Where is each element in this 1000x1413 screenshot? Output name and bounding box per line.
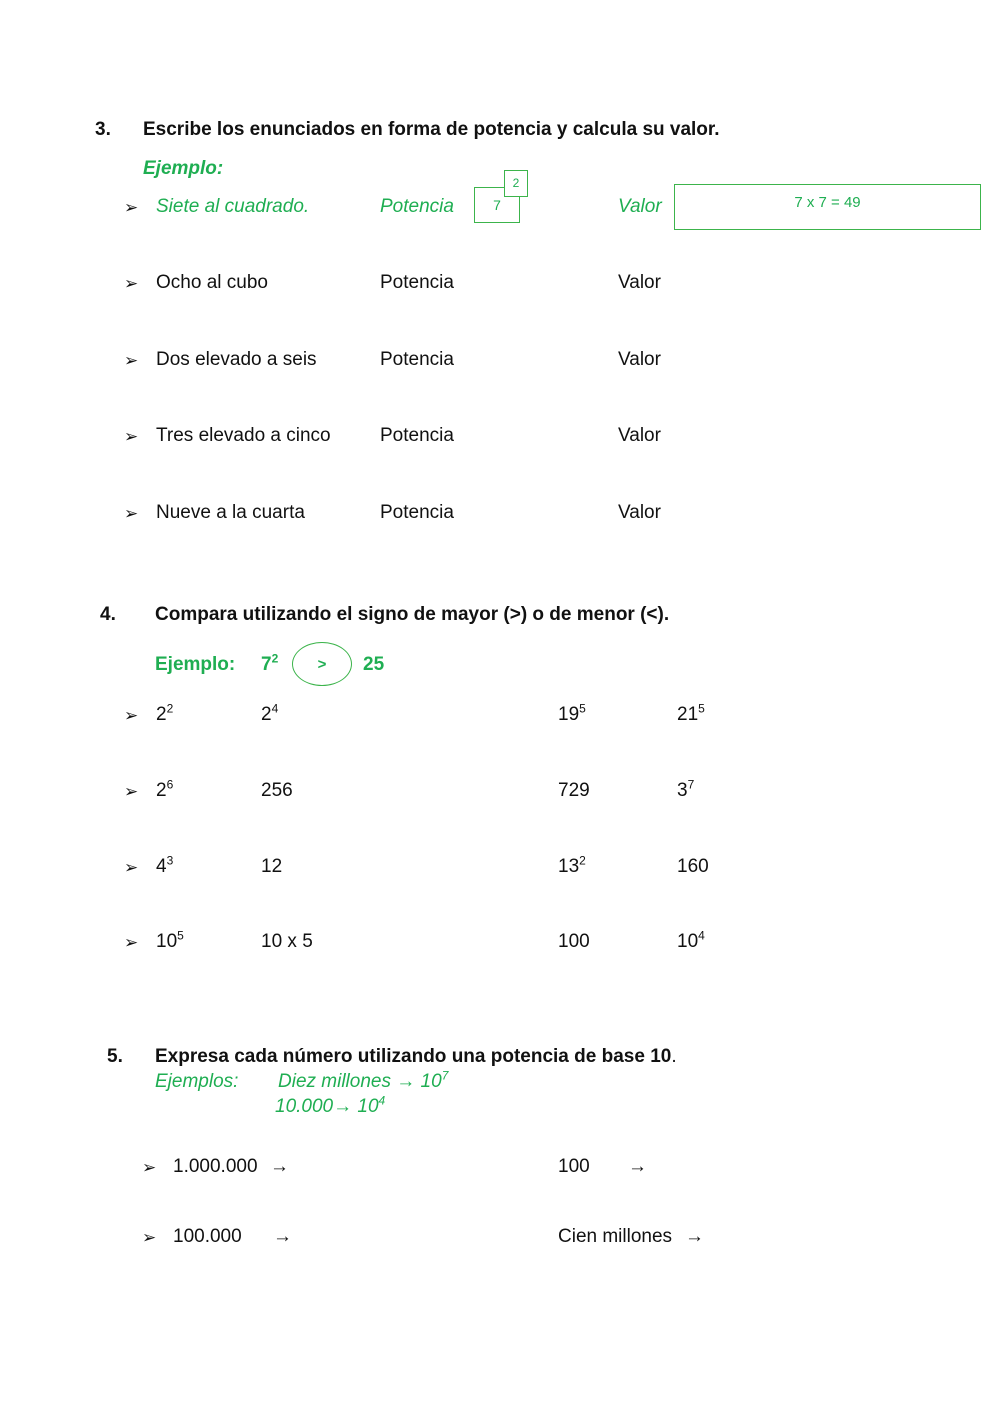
example-comparison-sign: >	[317, 656, 327, 673]
example-power-exponent-box	[504, 170, 528, 197]
example-power-base: 7	[261, 654, 272, 675]
compare-right-a: $19^5$	[558, 701, 586, 725]
number-left: 1.000.000	[173, 1156, 258, 1177]
section-4-example-label: Ejemplo:	[155, 654, 236, 675]
statement-text: Tres elevado a cinco	[156, 425, 331, 446]
compare-left-a: $10^5$	[156, 928, 184, 952]
example-valor-label: Valor	[618, 196, 662, 217]
section-3-title: Escribe los enunciados en forma de potencia y calcula su valor.	[143, 119, 720, 140]
example-power-exponent: 2	[271, 651, 279, 666]
compare-right-a: $13^2$	[558, 853, 586, 877]
arrow-icon: →	[270, 1156, 289, 1177]
bullet-icon: ➢	[124, 858, 139, 877]
section-5-title: Expresa cada número utilizando una potencia de base 10.	[155, 1046, 677, 1067]
example-power-base: 7	[493, 197, 501, 213]
example-text: Siete al cuadrado.	[156, 196, 310, 217]
compare-right-a: 100	[558, 931, 590, 952]
statement-text: Nueve a la cuarta	[156, 502, 305, 523]
compare-right-b: $21^5$	[677, 701, 705, 725]
bullet-icon: ➢	[142, 1158, 157, 1177]
compare-right-b: 160	[677, 856, 709, 877]
bullet-icon: ➢	[124, 706, 139, 725]
section-5-examples-label: Ejemplos:	[155, 1071, 239, 1092]
compare-left-a: $2^6$	[156, 777, 174, 801]
compare-left-a: $2^2$	[156, 701, 174, 725]
statement-text: Ocho al cubo	[156, 272, 268, 293]
number-left: 100.000	[173, 1226, 242, 1247]
valor-label: Valor	[618, 349, 661, 370]
example-power	[261, 651, 279, 676]
bullet-icon: ➢	[124, 782, 139, 801]
example-compare-value: 25	[363, 654, 385, 675]
section-3-number: 3.	[95, 119, 111, 140]
section-3-example-label: Ejemplo:	[143, 158, 224, 179]
valor-label: Valor	[618, 425, 661, 446]
compare-left-b: 10 x 5	[261, 931, 313, 952]
compare-right-b: $3^7$	[677, 777, 695, 801]
section-4-title: Compara utilizando el signo de mayor (>) o de menor (<).	[155, 604, 670, 625]
compare-right-a: 729	[558, 780, 590, 801]
example-value-box	[674, 184, 981, 230]
arrow-icon: →	[273, 1226, 292, 1247]
section-5-number: 5.	[107, 1046, 123, 1067]
bullet-icon: ➢	[124, 198, 139, 217]
example-potencia-label: Potencia	[380, 196, 454, 217]
valor-label: Valor	[618, 502, 661, 523]
potencia-label: Potencia	[380, 425, 454, 446]
potencia-label: Potencia	[380, 502, 454, 523]
bullet-icon: ➢	[124, 274, 139, 293]
compare-left-a: $4^3$	[156, 853, 174, 877]
potencia-label: Potencia	[380, 272, 454, 293]
example-power-exponent: 2	[512, 176, 520, 190]
statement-text: Dos elevado a seis	[156, 349, 317, 370]
compare-left-b: 256	[261, 780, 293, 801]
compare-left-b: $2^4$	[261, 701, 279, 725]
arrow-icon: →	[333, 1096, 353, 1117]
example-2: $10.000\to 10^4$	[275, 1093, 386, 1117]
example-value: 7 x 7 = 49	[794, 194, 861, 211]
arrow-icon: →	[628, 1156, 647, 1177]
example-1: Diez millones → $10^7$	[278, 1068, 449, 1092]
section-4-number: 4.	[100, 604, 116, 625]
compare-left-b: 12	[261, 856, 283, 877]
arrow-icon: →	[685, 1226, 704, 1247]
bullet-icon: ➢	[124, 427, 139, 446]
number-right: 100	[558, 1156, 590, 1177]
bullet-icon: ➢	[142, 1228, 157, 1247]
bullet-icon: ➢	[124, 933, 139, 952]
potencia-label: Potencia	[380, 349, 454, 370]
valor-label: Valor	[618, 272, 661, 293]
number-right: Cien millones	[558, 1226, 673, 1247]
arrow-icon: →	[396, 1071, 416, 1092]
bullet-icon: ➢	[124, 504, 139, 523]
compare-right-b: $10^4$	[677, 928, 705, 952]
bullet-icon: ➢	[124, 351, 139, 370]
